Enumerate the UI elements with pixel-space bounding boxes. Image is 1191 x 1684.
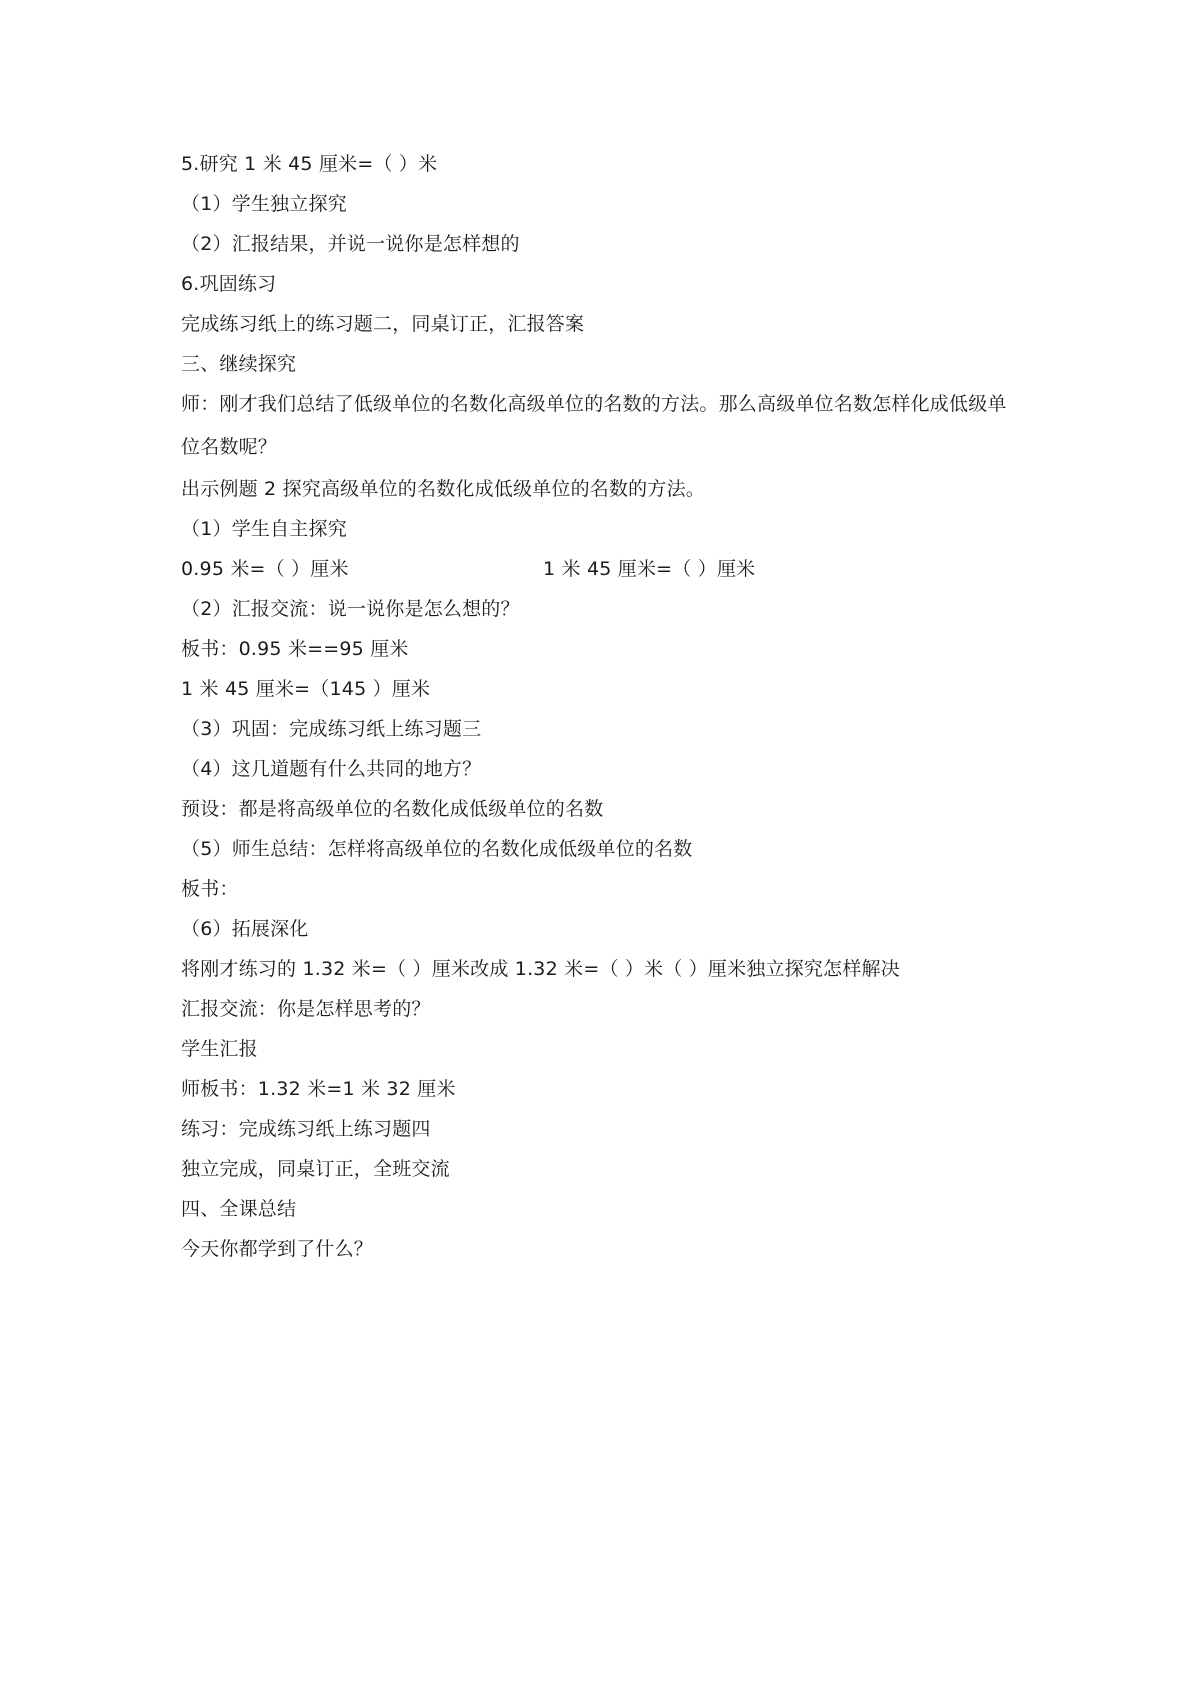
explore-item-1: （1）学生自主探究 [181,518,347,540]
preset-answer: 预设：都是将高级单位的名数化成低级单位的名数 [181,798,604,820]
teacher-question: 师：刚才我们总结了低级单位的名数化高级单位的名数的方法。那么高级单位名数怎样化成低级单位名数呢？ [181,393,1007,458]
step-6-text: 完成练习纸上的练习题二，同桌订正，汇报答案 [181,313,585,335]
step-5-heading: 5.研究 1 米 45 厘米=（ ）米 [181,153,438,175]
step-5-item-2: （2）汇报结果，并说一说你是怎样想的 [181,233,520,255]
practice-task: 练习：完成练习纸上练习题四 [181,1118,431,1140]
board-note-1: 板书：0.95 米==95 厘米 [181,638,409,660]
document-body [181,152,1041,1261]
explore-item-5: （5）师生总结：怎样将高级单位的名数化成低级单位的名数 [181,838,693,860]
explore-item-4: （4）这几道题有什么共同的地方？ [181,758,482,780]
exercise-pair [181,557,1041,581]
board-note-2: 1 米 45 厘米=（145 ）厘米 [181,678,431,700]
closing-question: 今天你都学到了什么？ [181,1238,374,1260]
report-discussion: 汇报交流：你是怎样思考的？ [181,998,431,1020]
board-note-3: 板书： [181,878,239,900]
exercise-left: 0.95 米=（ ）厘米 [181,558,349,580]
step-5-item-1: （1）学生独立探究 [181,193,347,215]
exercise-right: 1 米 45 厘米=（ ）厘米 [543,558,756,580]
section-4-heading: 四、全课总结 [181,1198,297,1220]
explore-item-6: （6）拓展深化 [181,918,309,940]
step-6-heading: 6.巩固练习 [181,273,277,295]
student-report: 学生汇报 [181,1038,258,1060]
example-2-intro: 出示例题 2 探究高级单位的名数化成低级单位的名数的方法。 [181,478,705,500]
practice-instructions: 独立完成，同桌订正，全班交流 [181,1158,450,1180]
explore-item-2: （2）汇报交流：说一说你是怎么想的？ [181,598,520,620]
explore-item-3: （3）巩固：完成练习纸上练习题三 [181,718,482,740]
extension-task: 将刚才练习的 1.32 米=（ ）厘米改成 1.32 米=（ ）米（ ）厘米独立探究怎样解决 [181,958,900,980]
board-note-4: 师板书：1.32 米=1 米 32 厘米 [181,1078,456,1100]
section-3-heading: 三、继续探究 [181,353,297,375]
